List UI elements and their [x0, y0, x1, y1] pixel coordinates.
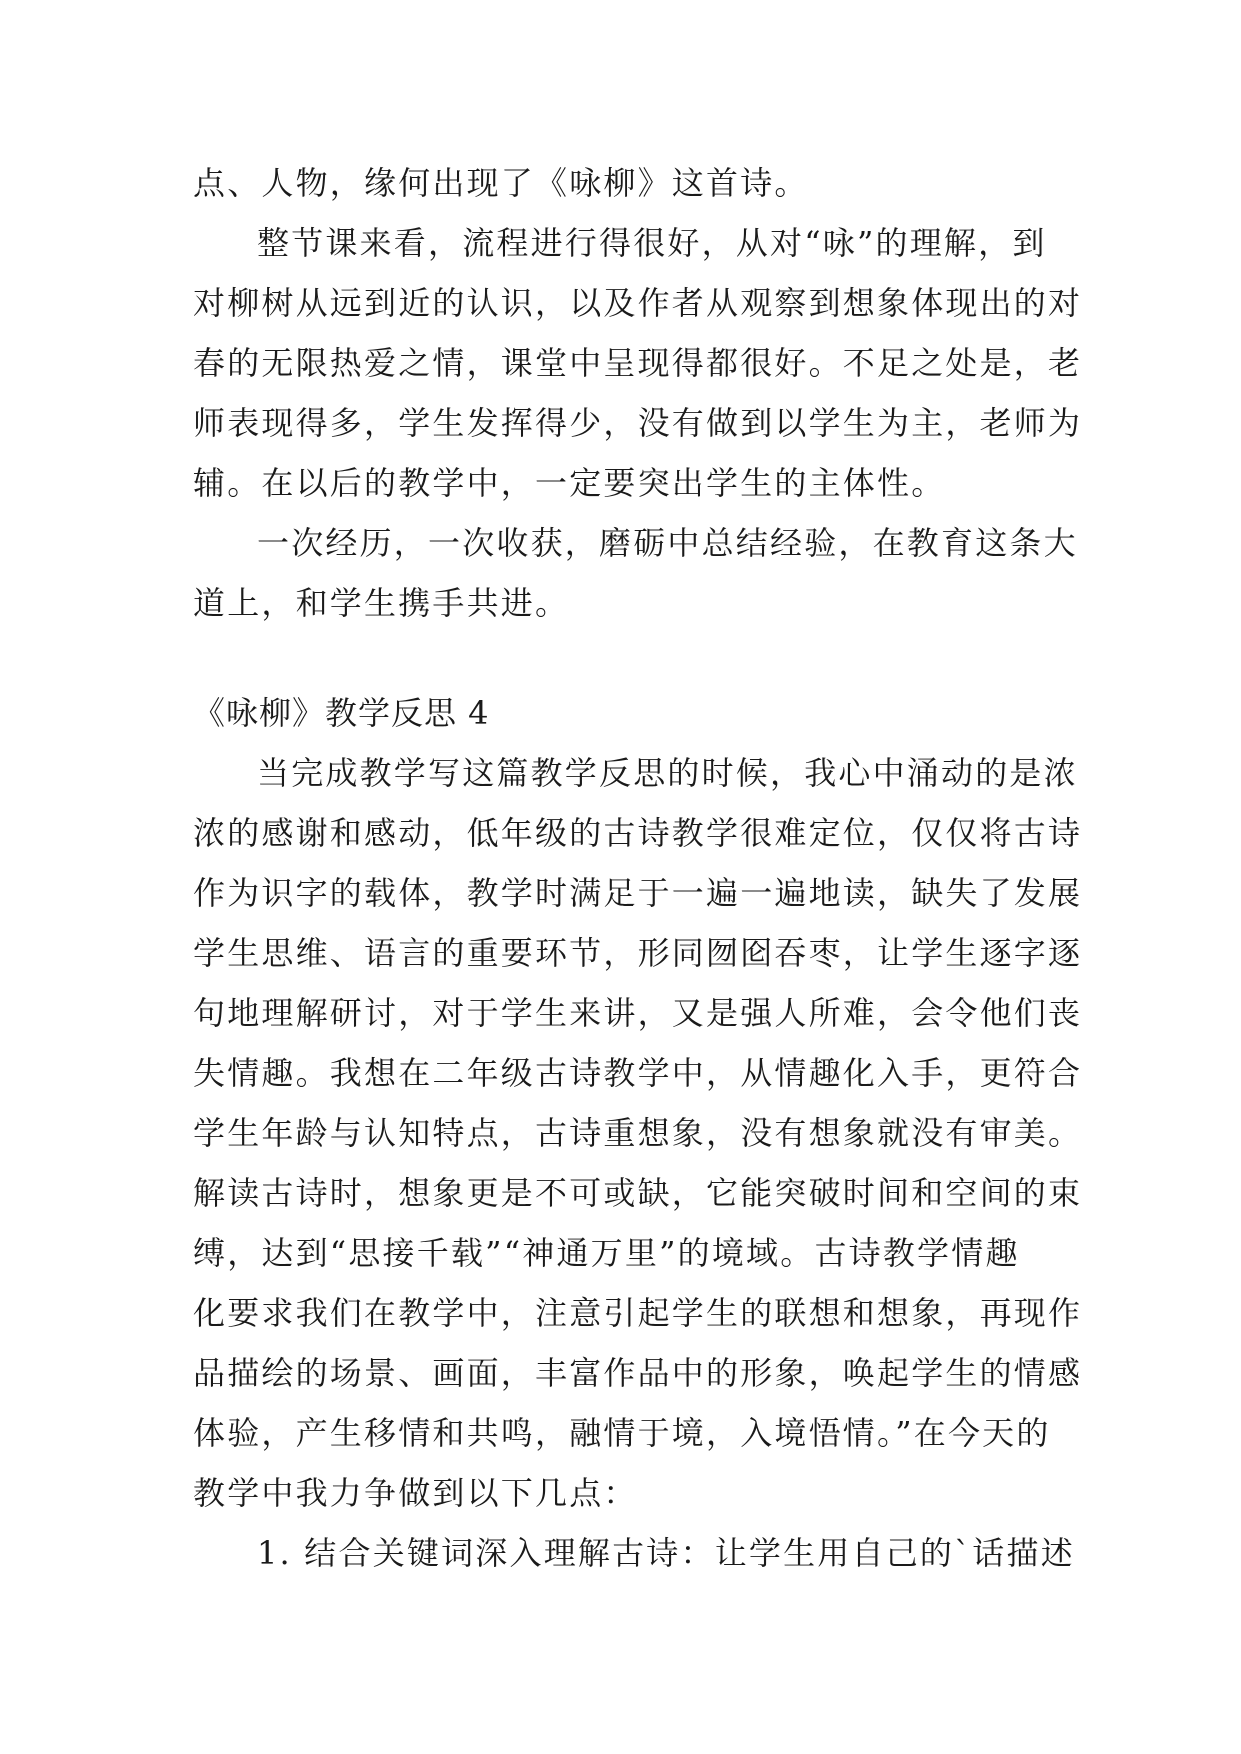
text-line: 点、人物，缘何出现了《咏柳》这首诗。 [193, 164, 809, 202]
text-line: 句地理解研讨，对于学生来讲，又是强人所难，会令他们丧 [193, 994, 1083, 1032]
text-line: 缚，达到“思接千载”“神通万里”的境域。古诗教学情趣 [193, 1234, 1020, 1272]
paragraph-start: 整节课来看，流程进行得很好，从对“咏”的理解，到 [257, 224, 1047, 262]
text-line: 解读古诗时，想象更是不可或缺，它能突破时间和空间的束 [193, 1174, 1083, 1212]
text-line: 浓的感谢和感动，低年级的古诗教学很难定位，仅仅将古诗 [193, 814, 1083, 852]
text-line: 品描绘的场景、画面，丰富作品中的形象，唤起学生的情感 [193, 1354, 1083, 1392]
text-line: 春的无限热爱之情，课堂中呈现得都很好。不足之处是，老 [193, 344, 1083, 382]
text-line: 对柳树从远到近的认识，以及作者从观察到想象体现出的对 [193, 284, 1083, 322]
numbered-list-item: 1. 结合关键词深入理解古诗：让学生用自己的`话描述 [257, 1534, 1075, 1572]
text-line: 师表现得多，学生发挥得少，没有做到以学生为主，老师为 [193, 404, 1083, 442]
text-line: 失情趣。我想在二年级古诗教学中，从情趣化入手，更符合 [193, 1054, 1083, 1092]
text-line: 化要求我们在教学中，注意引起学生的联想和想象，再现作 [193, 1294, 1083, 1332]
paragraph-start: 当完成教学写这篇教学反思的时候，我心中涌动的是浓 [257, 754, 1078, 792]
text-line: 体验，产生移情和共鸣，融情于境，入境悟情。”在今天的 [193, 1414, 1051, 1452]
section-heading: 《咏柳》教学反思 4 [193, 694, 490, 732]
text-line: 学生思维、语言的重要环节，形同囫囵吞枣，让学生逐字逐 [193, 934, 1083, 972]
text-line: 学生年龄与认知特点，古诗重想象，没有想象就没有审美。 [193, 1114, 1083, 1152]
text-line: 作为识字的载体，教学时满足于一遍一遍地读，缺失了发展 [193, 874, 1083, 912]
paragraph-start: 一次经历，一次收获，磨砺中总结经验，在教育这条大 [257, 524, 1078, 562]
text-line: 道上，和学生携手共进。 [193, 584, 570, 622]
text-line: 教学中我力争做到以下几点： [193, 1474, 638, 1512]
text-line: 辅。在以后的教学中，一定要突出学生的主体性。 [193, 464, 946, 502]
